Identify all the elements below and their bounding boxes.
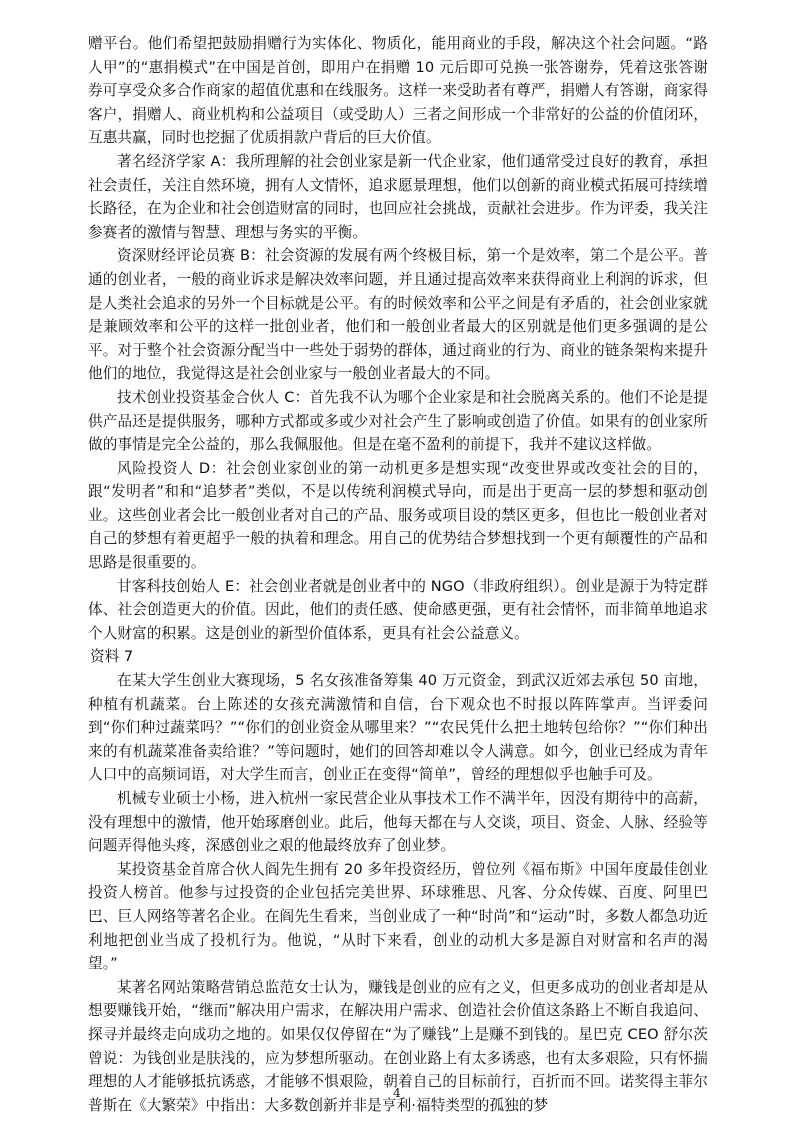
document-page (88, 32, 708, 1117)
paragraph-2: 著名经济学家 A：我所理解的社会创业家是新一代企业家，他们通常受过良好的教育，承担社会责任，关注自然环境，拥有人文情怀，追求愿景理想，他们以创新的商业模式拓展可持续增长路径，在为企业和社会创造财富的同时，也回应社会挑战，贡献社会进步。作为评委，我关注参赛者的激情与智慧、理想与务实的平衡。 (88, 152, 708, 241)
paragraph-6: 甘客科技创始人 E：社会创业者就是创业者中的 NGO（非政府组织）。创业是源于为特定群体、社会创造更大的价值。因此，他们的责任感、使命感更强，更有社会情怀，而非简单地追求个人财富的积累。这是创业的新型价值体系，更具有社会公益意义。 (88, 577, 708, 642)
page-number: 4 (393, 1086, 401, 1100)
paragraph-9: 某投资基金首席合伙人阎先生拥有 20 多年投资经历，曾位列《福布斯》中国年度最佳创业投资人榜首。他参与过投资的企业包括完美世界、环球雅思、凡客、分众传媒、百度、阿里巴巴、巨人网络等著名企业。在阎先生看来，当创业成了一种“时尚”和“运动”时，多数人都急功近利地把创业当成了投机行为。他说，“从时下来看，创业的动机大多是源自对财富和名声的渴望。” (88, 860, 708, 973)
paragraph-1: 赠平台。他们希望把鼓励捐赠行为实体化、物质化，能用商业的手段，解决这个社会问题。“路人甲”的“惠捐模式”在中国是首创，即用户在捐赠 10 元后即可兑换一张答谢券，凭着这张答谢券可享受众多合作商家的超值优惠和在线服务。这样一来受助者有尊严，捐赠人有答谢，商家得客户，捐赠人、商业机构和公益项目（或受助人）三者之间形成一个非常好的公益的价值闭环，互惠共赢，同时也挖掘了优质捐款户背后的巨大价值。 (88, 35, 708, 147)
paragraph-7: 在某大学生创业大赛现场，5 名女孩准备筹集 40 万元资金，到武汉近郊去承包 50 亩地，种植有机蔬菜。台上陈述的女孩充满激情和自信，台下观众也不时报以阵阵掌声。当评委问到“你们种过蔬菜吗？”“你们的创业资金从哪里来？”“农民凭什么把土地转包给你？”“你们种出来的有机蔬菜准备卖给谁？”等问题时，她们的回答却难以令人满意。如今，创业已经成为青年人口中的高频词语，对大学生而言，创业正在变得“简单”，曾经的理想似乎也触手可及。 (88, 672, 708, 784)
paragraph-10: 某著名网站策略营销总监范女士认为，赚钱是创业的应有之义，但更多成功的创业者却是从想要赚钱开始，“继而”解决用户需求，在解决用户需求、创造社会价值这条路上不断自我追问、探寻并最终走向成功之地的。如果仅仅停留在“为了赚钱”上是赚不到钱的。星巴克 CEO 舒尔茨曾说：为钱创业是肤浅的，应为梦想所驱动。在创业路上有太多诱惑，也有太多艰险，只有怀揣理想的人才能够抵抗诱惑，才能够不惧艰险，朝着自己的目标前行，百折而不回。诺奖得主菲尔普斯在《大繁荣》中指出：大多数创新并非是亨利·福特类型的孤独的梦 (88, 978, 708, 1114)
paragraph-3: 资深财经评论员赛 B：社会资源的发展有两个终极目标，第一个是效率，第二个是公平。普通的创业者，一般的商业诉求是解决效率问题，并且通过提高效率来获得商业上利润的诉求，但是人类社会追求的另外一个目标就是公平。有的时候效率和公平之间是有矛盾的，社会创业家就是兼顾效率和公平的这样一批创业者，他们和一般创业者最大的区别就是他们更多强调的是公平。对于整个社会资源分配当中一些处于弱势的群体，通过商业的行为、商业的链条架构来提升他们的地位，我觉得这是社会创业家与一般创业者最大的不同。 (88, 247, 708, 383)
paragraph-5: 风险投资人 D：社会创业家创业的第一动机更多是想实现“改变世界或改变社会的目的，跟“发明者”和和“追梦者”类似，不是以传统利润模式导向，而是出于更高一层的梦想和驱动创业。这些创业者会比一般创业者对自己的产品、服务或项目设的禁区更多，但也比一般创业者对自己的梦想有着更超乎一般的执着和理念。用自己的优势结合梦想找到一个更有颠覆性的产品和思路是很重要的。 (88, 459, 708, 572)
section-heading: 资料 7 (90, 648, 134, 666)
paragraph-8: 机械专业硕士小杨，进入杭州一家民营企业从事技术工作不满半年，因没有期待中的高薪，没有理想中的激情，他开始琢磨创业。此后，他每天都在与人交谈，项目、资金、人脉、经验等问题弄得他头疼，深感创业之艰的他最终放弃了创业梦。 (88, 790, 708, 855)
paragraph-4: 技术创业投资基金合伙人 C：首先我不认为哪个企业家是和社会脱离关系的。他们不论是提供产品还是提供服务，哪种方式都或多或少对社会产生了影响或创造了价值。如果有的创业家所做的事情是完全公益的，那么我佩服他。但是在毫不盈利的前提下，我并不建议这样做。 (88, 388, 708, 454)
